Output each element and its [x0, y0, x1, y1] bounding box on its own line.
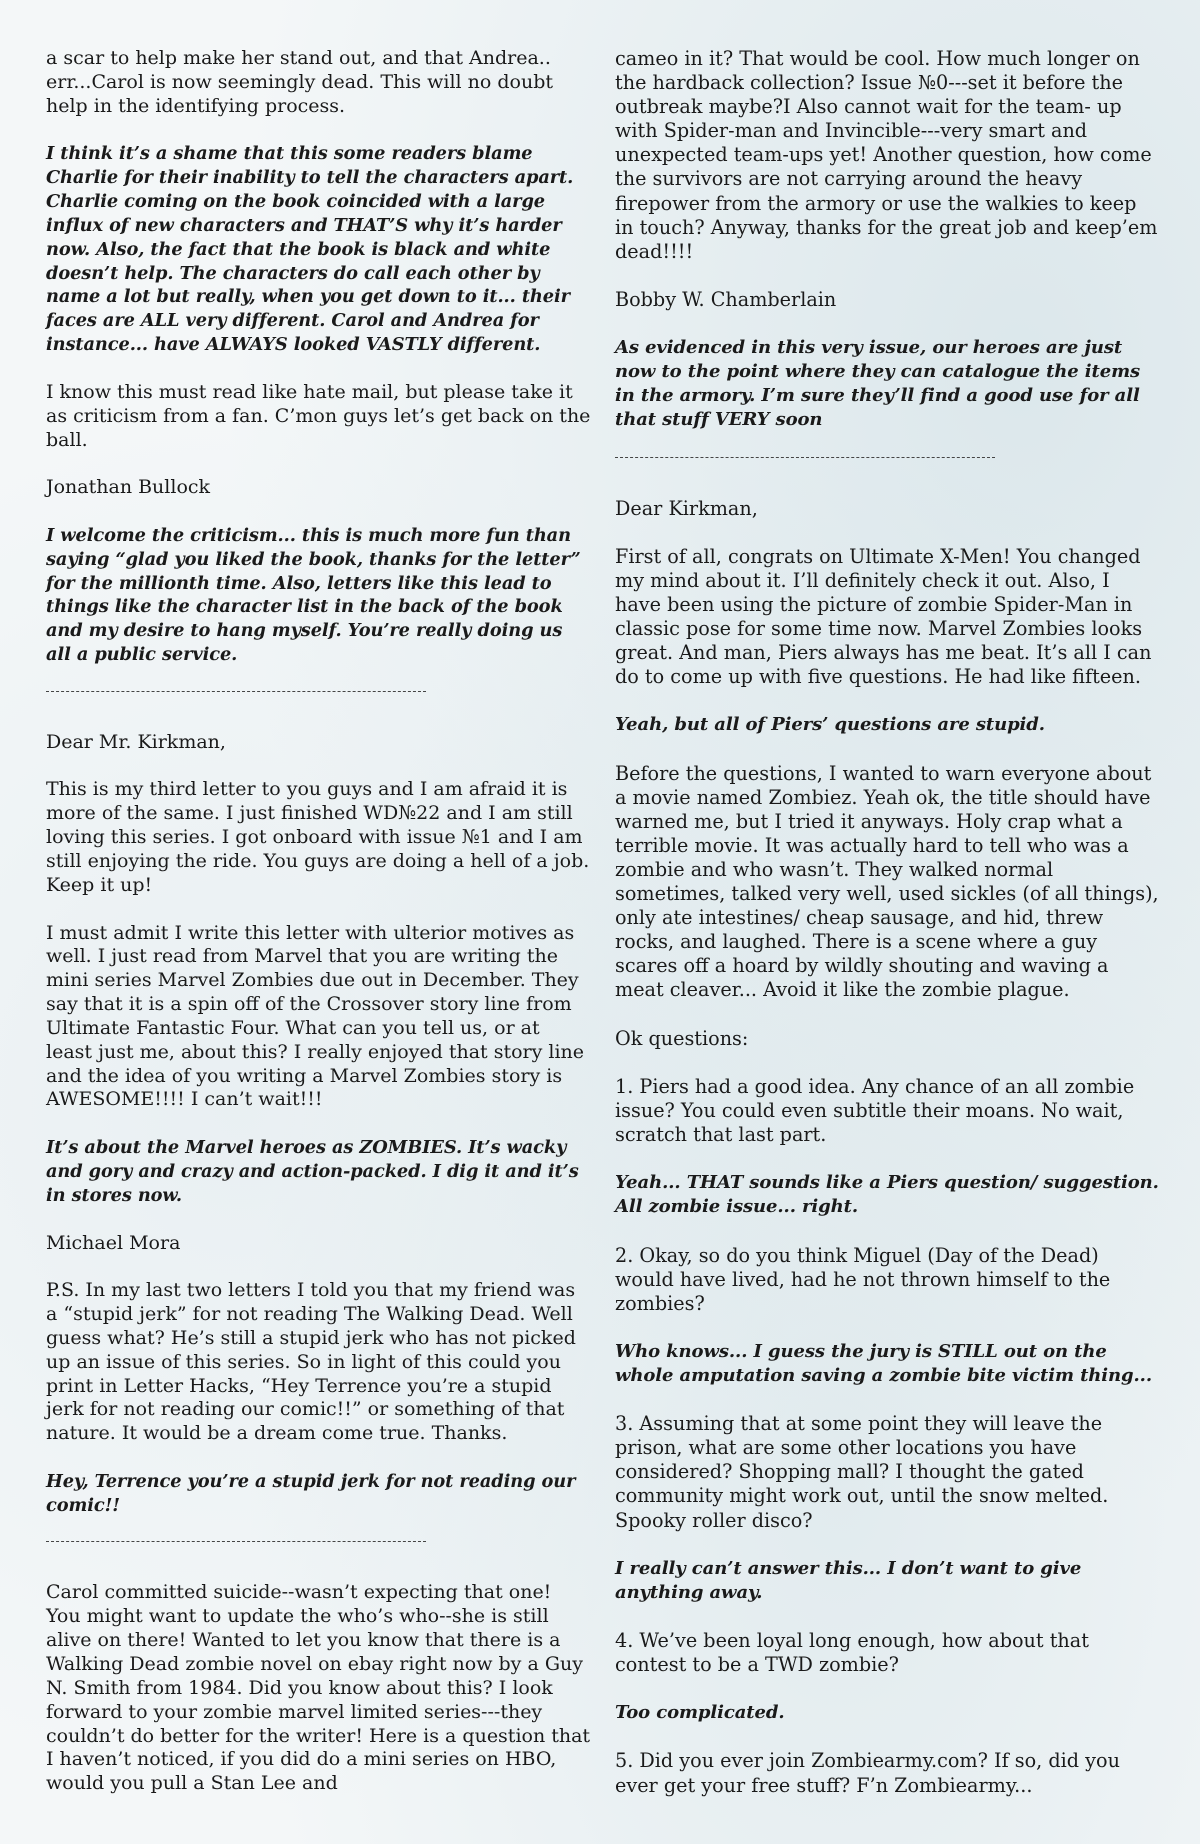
editor-reply: I really can’t answer this... I don’t want to give anything away. [615, 1557, 1082, 1603]
letter-signature: Michael Mora [46, 1231, 181, 1254]
question-paragraph: 5. Did you ever join Zombiearmy.com? If so, did you ever get your free stuff? F’n Zombiearmy... [615, 1749, 1120, 1797]
letter-signature: Jonathan Bullock [46, 476, 211, 499]
editor-reply: Yeah, but all of Piers’ questions are stupid. [615, 714, 1045, 736]
letter-greeting: Dear Mr. Kirkman, [46, 730, 226, 753]
question-paragraph: 2. Okay, so do you think Miguel (Day of the Dead) would have lived, had he not thrown himself to the zombies? [615, 1243, 1111, 1315]
letter-divider [615, 457, 995, 459]
letter-paragraph: cameo in it? That would be cool. How much longer on the hardback collection? Issue №0---set it before the outbreak maybe?I Also cannot wait for the team- up with Spider-man and Invincible---very smart and unexpected team-ups yet! Another question, how come the survivors are not carrying around the heavy firepower from the armory or use the walkies to keep in touch? Anyway, thanks for the great job and keep’em dead!!!! [615, 47, 1158, 263]
letter-signature: Bobby W. Chamberlain [615, 287, 837, 311]
editor-reply: I welcome the criticism... this is much more fun than saying “glad you liked the book, thanks for the letter” for the millionth time. Also, letters like this lead to things like the character list in the back of the book and my desire to hang myself. You’re really doing us all a public service. [46, 524, 581, 666]
editor-reply: I think it’s a shame that this some readers blame Charlie for their inability to tell the characters apart. Charlie coming on the book coincided with a large influx of new characters and THAT’S why it’s harder now. Also, the fact that the book is black and white doesn’t help. The characters do call each other by name a lot but really, when you get down to it... their faces are ALL very different. Carol and Andrea for instance... have ALWAYS looked VASTLY different. [46, 143, 574, 356]
letter-paragraph: Carol committed suicide--wasn’t expecting that one! You might want to update the who’s who--she is still alive on there! Wanted to let you know that there is a Walking Dead zombie novel on ebay right now by a Guy N. Smith from 1984. Did you know about this? I look forward to your zombie marvel limited series---they couldn’t do better for the writer! Here is a question that I haven’t noticed, if you did do a mini series on HBO, would you pull a Stan Lee and [46, 1581, 591, 1795]
editor-reply: As evidenced in this very issue, our heroes are just now to the point where they can catalogue the items in the armory. I’m sure they’ll find a good use for all that stuff VERY soon [615, 337, 1141, 431]
editor-reply: Too complicated. [615, 1702, 785, 1724]
editor-reply: Hey, Terrence you’re a stupid jerk for not reading our comic!! [46, 1470, 576, 1516]
question-paragraph: 4. We’ve been loyal long enough, how about that contest to be a TWD zombie? [615, 1629, 1089, 1677]
letter-paragraph: P.S. In my last two letters I told you that my friend was a “stupid jerk” for not reading The Walking Dead. Well guess what? He’s still a stupid jerk who has not picked up an issue of this series. So in light of this could you print in Letter Hacks, “Hey Terrence you’re a stupid jerk for not reading our comic!!” or something of that nature. It would be a dream come true. Thanks. [46, 1279, 576, 1445]
letter-divider [46, 691, 426, 693]
letter-paragraph: Ok questions: [615, 1026, 749, 1050]
letter-divider [46, 1541, 426, 1543]
letter-paragraph: I know this must read like hate mail, but please take it as criticism from a fan. C’mon guys let’s get back on the ball. [46, 380, 591, 451]
question-paragraph: 1. Piers had a good idea. Any chance of an all zombie issue? You could even subtitle their moans. No wait, scratch that last part. [615, 1074, 1135, 1147]
letter-paragraph: I must admit I write this letter with ulterior motives as well. I just read from Marvel that you are writing the mini series Marvel Zombies due out in December. They say that it is a spin off of the Crossover story line from Ultimate Fantastic Four. What can you tell us, or at least just me, about this? I really enjoyed that story line and the idea of you writing a Marvel Zombies story is AWESOME!!!! I can’t wait!!! [46, 921, 585, 1111]
letter-paragraph: This is my third letter to you guys and I am afraid it is more of the same. I just finished WD№22 and I am still loving this series. I got onboard with issue №1 and I am still enjoying the ride. You guys are doing a hell of a job. Keep it up! [46, 778, 590, 896]
editor-reply: Yeah... THAT sounds like a Piers question/ suggestion. All zombie issue... right. [615, 1172, 1159, 1218]
letter-greeting: Dear Kirkman, [615, 496, 758, 520]
right-column [615, 47, 1160, 1822]
letter-paragraph: a scar to help make her stand out, and that Andrea.. err...Carol is now seemingly dead. This will no doubt help in the identifying process. [46, 47, 554, 117]
left-column [46, 47, 591, 1820]
editor-reply: It’s about the Marvel heroes as ZOMBIES. It’s wacky and gory and crazy and action-packed. I dig it and it’s in stores now. [46, 1137, 579, 1206]
letter-paragraph: Before the questions, I wanted to warn everyone about a movie named Zombiez. Yeah ok, the title should have warned me, but I tried it anyways. Holy crap what a terrible movie. It was actually hard to tell who was a zombie and who wasn’t. They walked normal sometimes, talked very well, used sickles (of all things), only ate intestines/ cheap sausage, and hid, threw rocks, and laughed. There is a scene where a guy scares off a hoard by wildly shouting and waving a meat cleaver... Avoid it like the zombie plague. [615, 761, 1159, 1002]
letter-paragraph: First of all, congrats on Ultimate X-Men! You changed my mind about it. I’ll definitely check it out. Also, I have been using the picture of zombie Spider-Man in classic pose for some time now. Marvel Zombies looks great. And man, Piers always has me beat. It’s all I can do to come up with five questions. He had like fifteen. [615, 544, 1152, 689]
question-paragraph: 3. Assuming that at some point they will leave the prison, what are some other locations you have considered? Shopping mall? I thought the gated community might work out, until the snow melted. Spooky roller disco? [615, 1412, 1109, 1532]
editor-reply: Who knows... I guess the jury is STILL out on the whole amputation saving a zombie bite victim thing... [615, 1340, 1152, 1386]
